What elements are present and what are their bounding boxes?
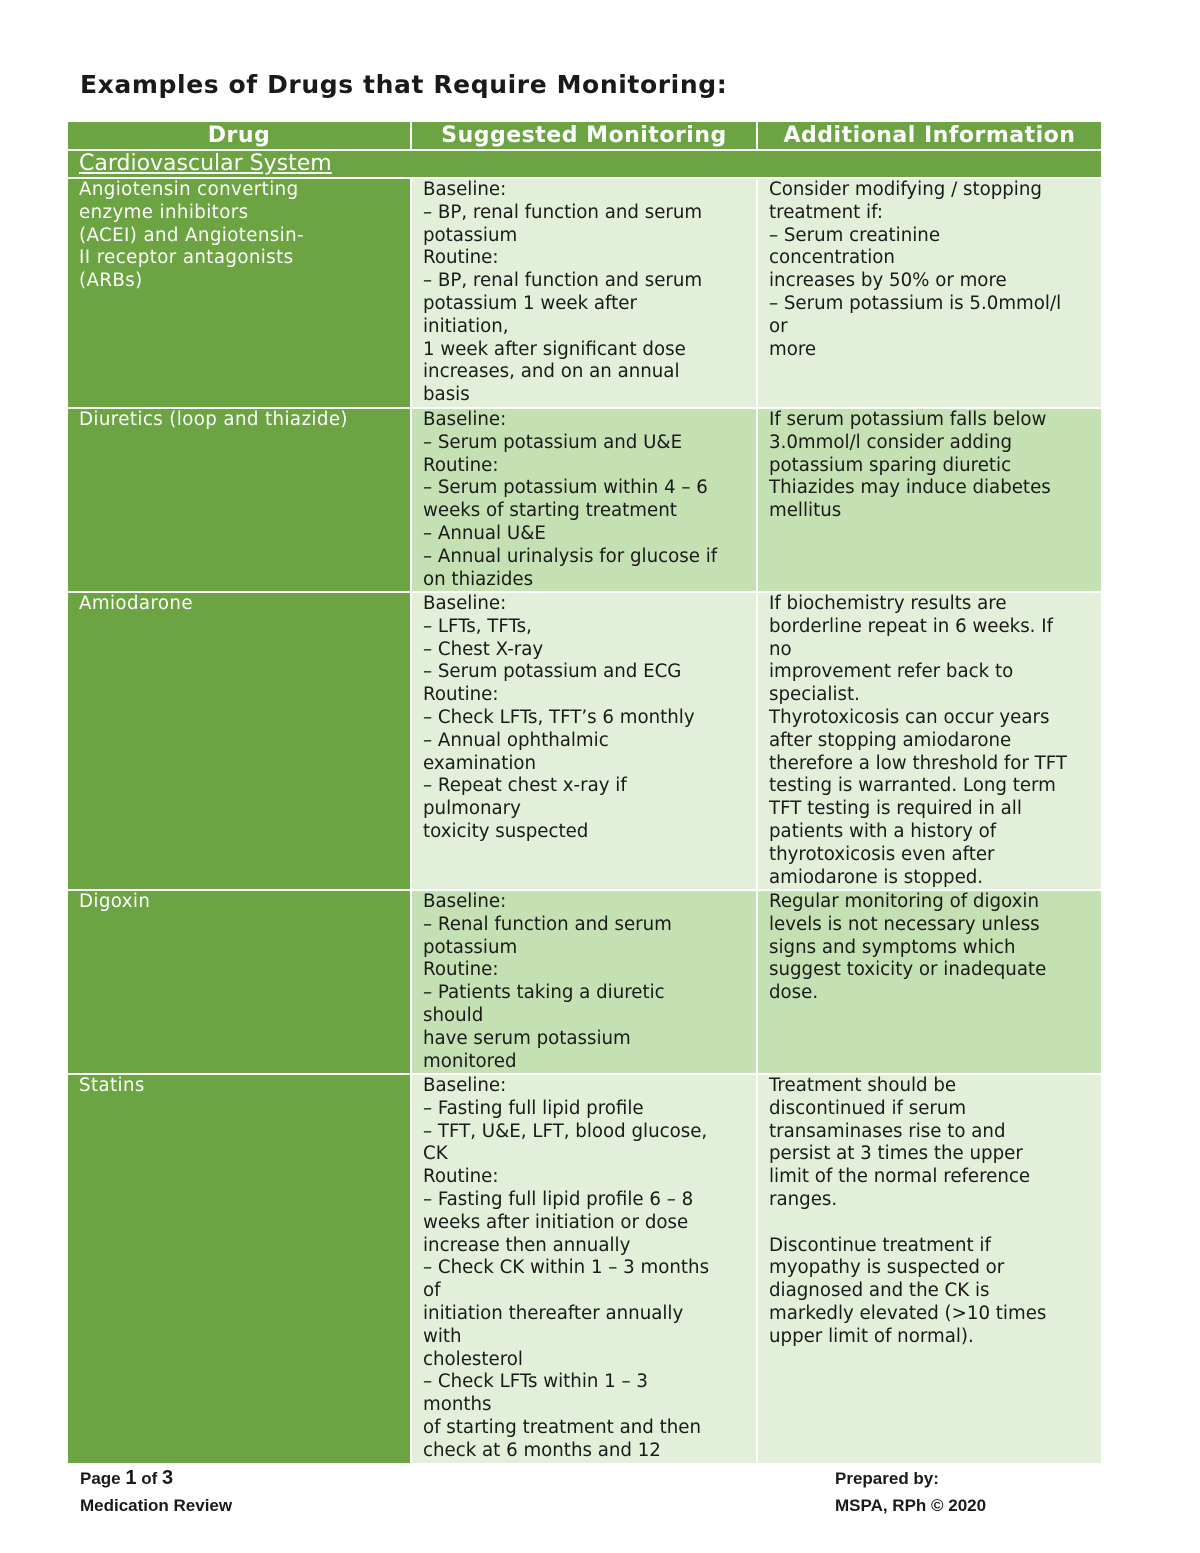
cell-text-line: after stopping amiodarone: [769, 729, 1012, 751]
info-cell: [758, 891, 1101, 1073]
cell-text-line: persist at 3 times the upper: [769, 1143, 1023, 1165]
cell-text-line: Baseline:: [423, 179, 507, 200]
page-number: [80, 1467, 173, 1490]
cell-text-line: treatment if:: [769, 201, 883, 223]
monitoring-cell: [412, 1075, 756, 1463]
cell-text-line: concentration: [769, 247, 895, 269]
cell-text-line: 3.0mmol/l consider adding: [769, 431, 1013, 453]
drug-monitoring-table: [68, 122, 1101, 1463]
cell-text-line: check at 6 months and 12: [423, 1439, 661, 1461]
cell-text-line: – Repeat chest x-ray if: [423, 775, 627, 797]
cell-text-line: thyrotoxicosis even after: [769, 843, 995, 865]
page-current: 1: [125, 1467, 137, 1489]
prepared-by: MSPA, RPh © 2020: [835, 1496, 987, 1515]
cell-text-line: Baseline:: [423, 891, 507, 912]
cell-text-line: Routine:: [423, 247, 499, 269]
page-title: Examples of Drugs that Require Monitoring:: [80, 70, 728, 99]
drug-cell: [68, 409, 410, 591]
cell-text-line: mellitus: [769, 500, 842, 522]
cell-text-line: – LFTs, TFTs,: [423, 615, 532, 637]
table-row-acei-arb: [68, 179, 1101, 407]
cell-text-line: improvement refer back to: [769, 661, 1014, 683]
cell-text-line: Statins: [79, 1075, 145, 1096]
cell-text-line: Routine:: [423, 454, 499, 476]
cell-text-line: – Annual ophthalmic: [423, 729, 609, 751]
monitoring-cell: [412, 409, 756, 591]
cell-text-line: have serum potassium: [423, 1027, 631, 1049]
drug-cell: [68, 593, 410, 889]
cell-text-line: upper limit of normal).: [769, 1325, 974, 1347]
cell-text-line: Amiodarone: [79, 593, 193, 614]
cell-text-line: increase then annually: [423, 1234, 631, 1256]
cell-text-line: diagnosed and the CK is: [769, 1280, 990, 1302]
cell-text-line: Treatment should be: [769, 1075, 957, 1096]
cell-text-line: of: [423, 1280, 441, 1302]
cell-text-line: discontinued if serum: [769, 1097, 967, 1119]
cell-text-line: – Patients taking a diuretic: [423, 982, 665, 1004]
drug-cell: [68, 891, 410, 1073]
cell-text-line: – Fasting full lipid profile: [423, 1097, 644, 1119]
cell-text-line: therefore a low threshold for TFT: [769, 752, 1068, 774]
cell-text-line: II receptor antagonists: [79, 247, 294, 269]
monitoring-cell: [412, 179, 756, 407]
document-name: Medication Review: [80, 1496, 233, 1515]
cell-text-line: testing is warranted. Long term: [769, 775, 1056, 797]
drug-cell: [68, 1075, 410, 1463]
cell-text-line: toxicity suspected: [423, 820, 589, 842]
page-label: Page: [80, 1469, 121, 1488]
cell-text-line: or: [769, 315, 788, 337]
cell-text-line: levels is not necessary unless: [769, 913, 1040, 935]
cell-text-line: myopathy is suspected or: [769, 1257, 1005, 1279]
cell-text-line: potassium sparing diuretic: [769, 454, 1012, 476]
cell-text-line: on thiazides: [423, 568, 534, 590]
cell-text-line: weeks after initiation or dose: [423, 1211, 689, 1233]
cell-text-line: – Annual urinalysis for glucose if: [423, 545, 718, 567]
cell-text-line: 1 week after significant dose: [423, 338, 686, 360]
table-row-statins: [68, 1075, 1101, 1463]
cell-text-line: with: [423, 1325, 462, 1347]
cell-text-line: months: [423, 1394, 492, 1416]
cell-text-line: Thiazides may induce diabetes: [769, 477, 1051, 499]
cell-text-line: Baseline:: [423, 1075, 507, 1096]
cell-text-line: (ARBs): [79, 270, 143, 292]
cell-text-line: no: [769, 638, 792, 660]
cell-text-line: limit of the normal reference: [769, 1166, 1031, 1188]
monitoring-cell: [412, 593, 756, 889]
cell-text-line: potassium: [423, 224, 518, 246]
prepared-label: Prepared by:: [835, 1469, 939, 1488]
cell-text-line: signs and symptoms which: [769, 936, 1016, 958]
cell-text-line: Routine:: [423, 1166, 499, 1188]
cell-text-line: TFT testing is required in all: [769, 798, 1022, 820]
cell-text-line: – Renal function and serum: [423, 913, 672, 935]
cell-text-line: enzyme inhibitors: [79, 201, 249, 223]
cell-text-line: basis: [423, 384, 470, 406]
cell-text-line: – Check LFTs within 1 – 3: [423, 1371, 648, 1393]
cell-text-line: – Serum potassium within 4 – 6: [423, 477, 708, 499]
info-cell: [758, 179, 1101, 407]
cell-text-line: CK: [423, 1143, 448, 1165]
cell-text-line: more: [769, 338, 817, 360]
of-label: of: [141, 1469, 158, 1488]
cell-text-line: Thyrotoxicosis can occur years: [769, 706, 1050, 728]
cell-text-line: (ACEI) and Angiotensin-: [79, 224, 305, 246]
info-cell: [758, 409, 1101, 591]
page-total: 3: [162, 1467, 174, 1489]
cell-text-line: patients with a history of: [769, 820, 997, 842]
cell-text-line: Digoxin: [79, 891, 151, 912]
cell-text-line: – Annual U&E: [423, 522, 546, 544]
cell-text-line: – Chest X-ray: [423, 638, 544, 660]
cell-text-line: Baseline:: [423, 593, 507, 614]
header-drug: Drug: [68, 122, 410, 149]
table-row-amiodarone: [68, 593, 1101, 889]
cell-text-line: suggest toxicity or inadequate: [769, 959, 1047, 981]
cell-text-line: amiodarone is stopped.: [769, 866, 984, 888]
cell-text-line: weeks of starting treatment: [423, 500, 677, 522]
cell-text-line: Diuretics (loop and thiazide): [79, 409, 348, 430]
cell-text-line: Consider modifying / stopping: [769, 179, 1042, 200]
cell-text-line: – Serum creatinine: [769, 224, 941, 246]
cell-text-line: potassium 1 week after: [423, 292, 637, 314]
cell-text-line: Baseline:: [423, 409, 507, 430]
monitoring-cell: [412, 891, 756, 1073]
cell-text-line: increases by 50% or more: [769, 270, 1007, 292]
cell-text-line: Routine:: [423, 959, 499, 981]
cell-text-line: – Fasting full lipid profile 6 – 8: [423, 1188, 694, 1210]
info-cell: [758, 1075, 1101, 1463]
cell-text-line: monitored: [423, 1050, 517, 1072]
cell-text-line: ranges.: [769, 1188, 838, 1210]
cell-text-line: – Check LFTs, TFT’s 6 monthly: [423, 706, 695, 728]
cell-text-line: – Check CK within 1 – 3 months: [423, 1257, 710, 1279]
header-additional-information: Additional Information: [758, 122, 1101, 149]
cell-text-line: specialist.: [769, 684, 860, 706]
cell-text-line: If serum potassium falls below: [769, 409, 1047, 430]
cell-text-line: – BP, renal function and serum: [423, 201, 703, 223]
cell-text-line: dose.: [769, 982, 819, 1004]
cell-text-line: examination: [423, 752, 537, 774]
cell-text-line: Regular monitoring of digoxin: [769, 891, 1039, 912]
cell-text-line: cholesterol: [423, 1348, 523, 1370]
cell-text-line: – BP, renal function and serum: [423, 270, 703, 292]
table-row-diuretics: [68, 409, 1101, 591]
cell-text-line: increases, and on an annual: [423, 361, 680, 383]
header-suggested-monitoring: Suggested Monitoring: [412, 122, 756, 149]
table-header-row: [68, 122, 1101, 149]
cell-text-line: potassium: [423, 936, 518, 958]
cell-text-line: pulmonary: [423, 798, 521, 820]
cell-text-line: Discontinue treatment if: [769, 1234, 991, 1256]
table-row-digoxin: [68, 891, 1101, 1073]
cell-text-line: initiation,: [423, 315, 509, 337]
section-heading: Cardiovascular System: [68, 151, 1101, 177]
cell-text-line: should: [423, 1004, 484, 1026]
cell-text-line: borderline repeat in 6 weeks. If: [769, 615, 1054, 637]
cell-text-line: of starting treatment and then: [423, 1416, 701, 1438]
cell-text-line: Routine:: [423, 684, 499, 706]
drug-cell: [68, 179, 410, 407]
cell-text-line: – Serum potassium is 5.0mmol/l: [769, 292, 1062, 314]
info-cell: [758, 593, 1101, 889]
cell-text-line: – Serum potassium and U&E: [423, 431, 683, 453]
cell-text-line: markedly elevated (>10 times: [769, 1302, 1047, 1324]
cell-text-line: Angiotensin converting: [79, 179, 299, 200]
cell-text-line: – Serum potassium and ECG: [423, 661, 682, 683]
cell-text-line: initiation thereafter annually: [423, 1302, 684, 1324]
cell-text-line: – TFT, U&E, LFT, blood glucose,: [423, 1120, 708, 1142]
cell-text-line: If biochemistry results are: [769, 593, 1007, 614]
cell-text-line: [769, 1212, 1095, 1235]
cell-text-line: transaminases rise to and: [769, 1120, 1006, 1142]
